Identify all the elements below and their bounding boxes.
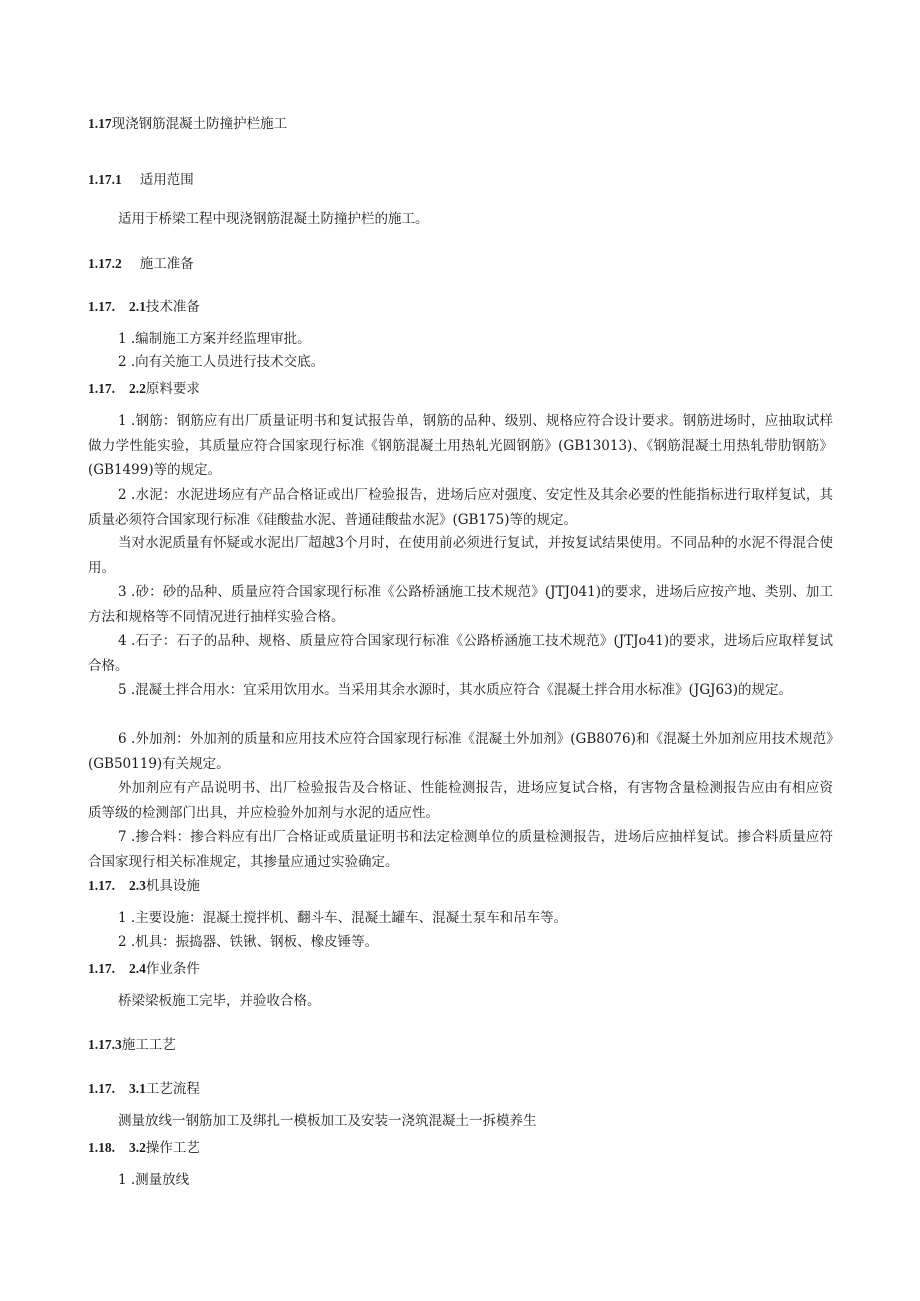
- section-heading: [88, 114, 287, 134]
- section-number: 1.17.: [88, 381, 115, 396]
- list-item: 1 .编制施工方案并经监理审批。: [118, 331, 311, 347]
- section-title: 技术准备: [145, 299, 200, 315]
- section-number: 1.17.3: [88, 1037, 122, 1052]
- section-title: 施工工艺: [121, 1037, 176, 1053]
- subsubsection-heading: [88, 379, 200, 399]
- section-number: 1.17.: [88, 878, 115, 893]
- subsubsection-heading: [88, 1138, 200, 1158]
- subsection-heading: [88, 1035, 176, 1055]
- subsection-heading: [88, 170, 194, 190]
- list-item: 1 .测量放线: [118, 1172, 190, 1188]
- section-number: 3.1: [129, 1081, 146, 1096]
- paragraph: 4 .石子：石子的品种、规格、质量应符合国家现行标准《公路桥涵施工技术规范》(JTJo41)的要求，进场后应取样复试合格。: [88, 633, 833, 674]
- section-number: 1.17.: [88, 1081, 115, 1096]
- section-title: 操作工艺: [145, 1140, 200, 1156]
- paragraph: 桥梁梁板施工完毕，并验收合格。: [118, 993, 321, 1009]
- paragraph: 1 .钢筋：钢筋应有出厂质量证明书和复试报告单，钢筋的品种、级别、规格应符合设计要求。钢筋进场时，应抽取试样做力学性能实验，其质量应符合国家现行标准《钢筋混凝土用热轧光圆钢筋》(GB13013)、《钢筋混凝土用热轧带肋钢筋》(GB1499)等的规定。: [88, 413, 833, 478]
- section-number: 1.17.2: [88, 256, 122, 271]
- section-number: 2.4: [129, 961, 146, 976]
- section-number: 1.17.: [88, 961, 115, 976]
- section-number: 2.3: [129, 878, 146, 893]
- section-number: 1.17: [88, 116, 112, 131]
- paragraph: 当对水泥质量有怀疑或水泥出厂超越3个月时，在使用前必须进行复试，并按复试结果使用。不同品种的水泥不得混合使用。: [88, 535, 833, 576]
- process-flow: 测量放线一钢筋加工及绑扎一模板加工及安装一浇筑混凝土一拆模养生: [118, 1113, 537, 1129]
- paragraph: 外加剂应有产品说明书、出厂检验报告及合格证、性能检测报告，进场应复试合格，有害物含量检测报告应由有相应资质等级的检测部门出具，并应检验外加剂与水泥的适应性。: [88, 780, 833, 821]
- paragraph: 3 .砂：砂的品种、质量应符合国家现行标准《公路桥涵施工技术规范》(JTJ041)的要求，进场后应按产地、类别、加工方法和规格等不同情况进行抽样实验合格。: [88, 584, 833, 625]
- list-item: 1 .主要设施：混凝土搅拌机、翻斗车、混凝土罐车、混凝土泵车和吊车等。: [118, 910, 568, 926]
- paragraph: 7 .掺合料：掺合料应有出厂合格证或质量证明书和法定检测单位的质量检测报告，进场后应抽样复试。掺合料质量应符合国家现行相关标准规定，其掺量应通过实验确定。: [88, 829, 833, 870]
- section-title: 作业条件: [145, 961, 200, 977]
- subsubsection-heading: [88, 959, 200, 979]
- paragraph: 适用于桥梁工程中现浇钢筋混凝土防撞护栏的施工。: [118, 211, 429, 227]
- list-item: 2 .机具：振捣器、铁锹、钢板、橡皮锤等。: [118, 934, 379, 950]
- section-title: 原料要求: [145, 381, 200, 397]
- section-title: 施工准备: [139, 256, 194, 272]
- paragraph: 5 .混凝土拌合用水：宜采用饮用水。当采用其余水源时，其水质应符合《混凝土拌合用水标准》(JGJ63)的规定。: [118, 682, 792, 698]
- section-number: 1.18.: [88, 1140, 115, 1155]
- subsection-heading: [88, 254, 194, 274]
- section-number: 1.17.1: [88, 172, 122, 187]
- section-number: 3.2: [129, 1140, 146, 1155]
- section-number: 1.17.: [88, 299, 115, 314]
- section-title: 适用范围: [139, 172, 194, 188]
- section-title: 工艺流程: [145, 1081, 200, 1097]
- section-title: 现浇钢筋混凝土防撞护栏施工: [111, 116, 288, 132]
- section-number: 2.2: [129, 381, 146, 396]
- section-title: 机具设施: [145, 878, 200, 894]
- subsubsection-heading: [88, 876, 200, 896]
- paragraph: 6 .外加剂：外加剂的质量和应用技术应符合国家现行标准《混凝土外加剂》(GB8076)和《混凝土外加剂应用技术规范》(GB50119)有关规定。: [88, 731, 833, 772]
- list-item: 2 .向有关施工人员进行技术交底。: [118, 354, 325, 370]
- section-number: 2.1: [129, 299, 146, 314]
- subsubsection-heading: [88, 1079, 200, 1099]
- subsubsection-heading: [88, 297, 200, 317]
- paragraph: 2 .水泥：水泥进场应有产品合格证或出厂检验报告，进场后应对强度、安定性及其余必要的性能指标进行取样复试，其质量必须符合国家现行标准《硅酸盐水泥、普通硅酸盐水泥》(GB175)等的规定。: [88, 487, 833, 528]
